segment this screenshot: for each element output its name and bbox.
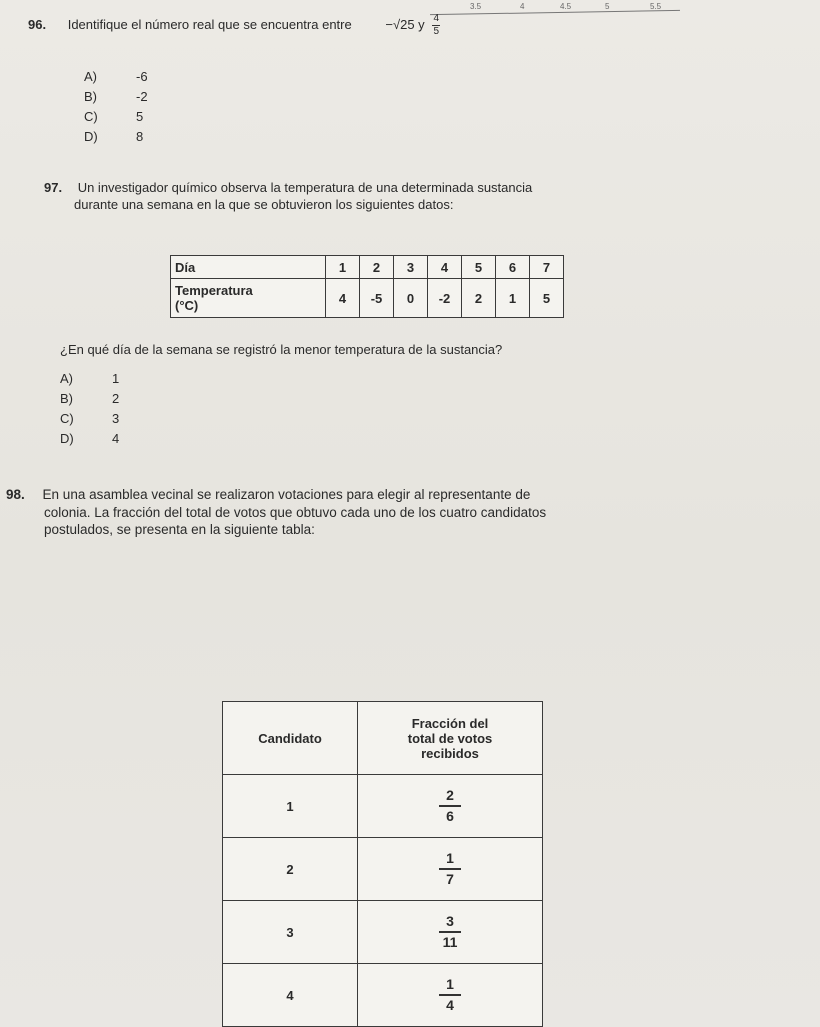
fraction-numerator: 1 [446,849,454,866]
day-cell: 1 [326,256,360,279]
question-text-line: durante una semana en la que se obtuvieron los siguientes datos: [74,196,454,212]
math-expression [385,13,440,37]
table-row [223,838,543,901]
fraction-cell [358,964,543,1027]
number-line-label: 4 [520,2,525,11]
fraction-numerator: 4 [433,13,440,24]
fraction-cell [358,838,543,901]
temperature-cell: 5 [530,279,564,318]
number-line-label: 5 [605,2,610,11]
number-line-label: 3.5 [470,2,482,11]
fraction-denominator: 7 [446,870,454,887]
fraction-denominator: 11 [442,933,458,950]
temperature-cell: 2 [462,279,496,318]
votes-table [222,701,543,1027]
temperature-cell: 1 [496,279,530,318]
options-97 [60,368,119,448]
number-line-label: 4.5 [560,2,572,11]
fraction-numerator: 2 [446,786,454,803]
day-cell: 2 [360,256,394,279]
temperature-cell: -2 [428,279,462,318]
column-header-candidate: Candidato [223,702,358,775]
question-97-prompt: ¿En qué día de la semana se registró la menor temperatura de la sustancia? [60,342,503,357]
day-cell: 7 [530,256,564,279]
option-b[interactable]: B) -2 [84,88,148,104]
candidate-cell: 1 [223,775,358,838]
question-text: Identifique el número real que se encuentra entre [67,16,352,32]
fraction-denominator: 6 [446,807,454,824]
options-96 [84,66,148,146]
question-96 [28,14,588,37]
day-cell: 3 [394,256,428,279]
candidate-cell: 2 [223,838,358,901]
day-cell: 6 [496,256,530,279]
table-row [223,775,543,838]
temperature-cell: 4 [326,279,360,318]
temperature-cell: -5 [360,279,394,318]
option-a[interactable]: A) -6 [84,68,148,84]
question-number: 97. [44,180,63,195]
question-text-line: Un investigador químico observa la temperatura de una determinada sustancia [77,180,533,195]
question-text-line: En una asamblea vecinal se realizaron votaciones para elegir al representante de [42,487,531,502]
candidate-cell: 3 [223,901,358,964]
table-row [223,964,543,1027]
question-97 [44,180,764,214]
math-prefix: −√25 y [385,16,425,32]
option-b[interactable]: B) 2 [60,390,120,406]
fraction [432,14,440,37]
candidate-cell: 4 [223,964,358,1027]
question-text-line: colonia. La fracción del total de votos que obtuvo cada uno de los cuatro candidatos [44,504,547,520]
row-header-temperature: Temperatura (°C) [171,279,326,318]
temperature-table [170,255,564,318]
fraction-numerator: 1 [446,975,454,992]
option-d[interactable]: D) 8 [84,128,144,144]
column-header-fraction: Fracción del total de votos recibidos [358,702,543,775]
day-cell: 4 [428,256,462,279]
fraction-numerator: 3 [446,912,454,929]
question-number: 98. [6,487,25,502]
option-a[interactable]: A) 1 [60,370,120,386]
question-number: 96. [28,16,47,32]
fraction-cell [358,775,543,838]
option-c[interactable]: C) 5 [84,108,144,124]
fraction-cell [358,901,543,964]
table-row [171,256,564,279]
temperature-cell: 0 [394,279,428,318]
table-header-row [223,702,543,775]
day-cell: 5 [462,256,496,279]
fraction-denominator: 4 [446,996,454,1013]
option-c[interactable]: C) 3 [60,410,120,426]
number-line-label: 5.5 [650,2,662,11]
table-row [223,901,543,964]
question-text-line: postulados, se presenta en la siguiente tabla: [44,522,315,538]
table-row [171,279,564,318]
question-98 [6,486,806,539]
row-header-day: Día [171,256,326,279]
option-d[interactable]: D) 4 [60,430,120,446]
fraction-denominator: 5 [433,26,440,37]
